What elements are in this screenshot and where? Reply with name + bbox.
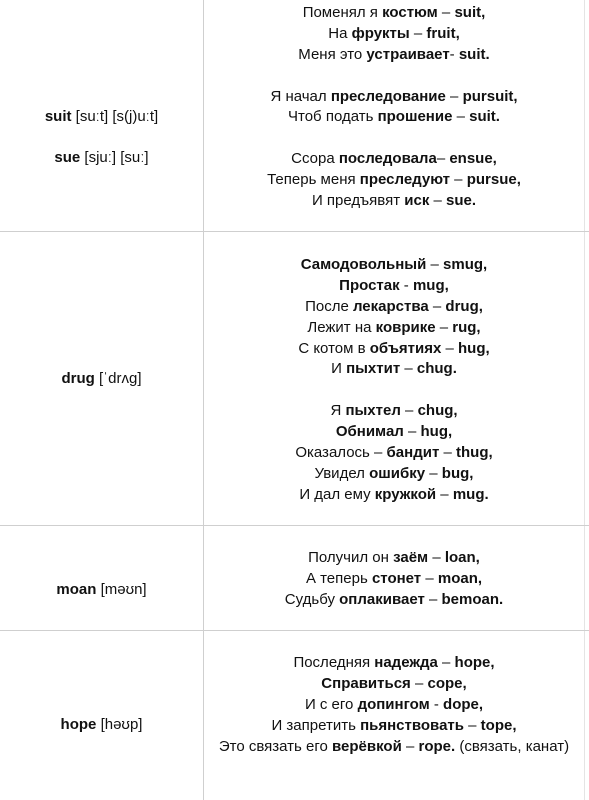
headword-entry	[0, 369, 203, 389]
poem	[204, 548, 584, 611]
russian-keyword: Справиться	[321, 674, 411, 692]
separator: –	[463, 716, 481, 734]
line-lead: Поменял я	[302, 4, 383, 21]
russian-keyword: костюм	[382, 4, 438, 21]
separator: –	[428, 549, 445, 566]
english-keyword: pursuit,	[462, 87, 518, 105]
separator: -	[429, 695, 444, 713]
russian-keyword: пыхтит	[346, 360, 401, 378]
separator: –	[429, 192, 447, 210]
poem-line	[204, 653, 584, 674]
poem-line	[204, 674, 584, 695]
russian-keyword: надежда	[374, 654, 438, 671]
line-lead: Увидел	[314, 464, 370, 482]
english-keyword: chug.	[416, 360, 457, 378]
russian-keyword: иск	[404, 192, 430, 210]
separator: –	[439, 444, 456, 462]
separator: –	[436, 150, 450, 168]
poem-line	[204, 107, 584, 128]
poem-line	[204, 464, 584, 485]
russian-keyword: пьянствовать	[360, 716, 464, 734]
line-lead: И	[331, 360, 347, 378]
russian-keyword: устраивает	[366, 45, 450, 63]
poem-line	[204, 443, 584, 464]
english-keyword: suit.	[458, 45, 490, 63]
english-keyword: bug,	[441, 464, 474, 482]
separator: –	[436, 485, 453, 503]
line-lead: Теперь меня	[267, 171, 360, 189]
headword-entry	[0, 580, 203, 600]
row-divider	[0, 231, 589, 232]
english-keyword: tope,	[480, 716, 517, 734]
russian-keyword: последовала	[338, 150, 437, 168]
poem-line	[204, 569, 584, 590]
separator: –	[445, 87, 463, 105]
poem-line	[204, 737, 584, 758]
line-lead: Получил он	[308, 549, 394, 566]
english-keyword: mug,	[412, 276, 449, 294]
english-keyword: smug,	[443, 256, 488, 273]
line-lead: И дал ему	[299, 485, 375, 503]
separator: –	[409, 24, 427, 42]
poem-line	[204, 695, 584, 716]
line-lead: Последняя	[293, 654, 375, 671]
separator: –	[435, 318, 453, 336]
headword: sue	[54, 149, 81, 166]
english-keyword: suit,	[454, 4, 486, 21]
separator: –	[428, 297, 446, 315]
english-keyword: rope.	[418, 737, 456, 755]
headword: hope	[60, 716, 97, 733]
poem-line	[204, 339, 584, 360]
line-lead: На	[328, 24, 352, 42]
english-keyword: loan,	[444, 549, 480, 566]
stanza-break	[204, 380, 584, 401]
headword-entry	[0, 148, 203, 168]
separator: –	[426, 256, 444, 273]
line-lead: И запретить	[271, 716, 361, 734]
stanza-break	[204, 128, 584, 149]
poem-line	[204, 401, 584, 422]
line-lead: После	[305, 297, 353, 315]
poem-line	[204, 485, 584, 506]
line-lead: И с его	[304, 695, 358, 713]
english-keyword: fruit,	[426, 24, 460, 42]
russian-keyword: лекарства	[352, 297, 429, 315]
poem-line	[204, 255, 584, 276]
poem-line	[204, 149, 584, 170]
poem-line	[204, 548, 584, 569]
russian-keyword: заём	[393, 549, 429, 566]
english-keyword: cope,	[427, 674, 467, 692]
separator: –	[437, 654, 455, 671]
english-keyword: pursue,	[466, 171, 521, 189]
separator: –	[401, 737, 419, 755]
transcription: [məʊn]	[100, 581, 147, 598]
stanza-break	[204, 66, 584, 87]
separator: –	[400, 360, 417, 378]
poem-line	[204, 3, 584, 24]
russian-keyword: Самодовольный	[300, 256, 427, 273]
english-keyword: thug,	[456, 444, 493, 462]
separator: –	[441, 339, 459, 357]
line-lead: Лежит на	[307, 318, 376, 336]
russian-keyword: преследуют	[359, 171, 451, 189]
headword: drug	[61, 370, 95, 387]
russian-keyword: ошибку	[369, 464, 426, 482]
english-keyword: moan,	[437, 569, 483, 587]
poem-line	[204, 45, 584, 66]
russian-keyword: объятиях	[369, 339, 442, 357]
line-lead: Чтоб подать	[288, 108, 378, 126]
poem-line	[204, 191, 584, 212]
headword-entry	[0, 715, 203, 735]
transcription: [həʊp]	[100, 716, 143, 733]
english-keyword: suit.	[469, 108, 500, 126]
line-lead: А теперь	[305, 569, 372, 587]
separator: –	[437, 4, 455, 21]
line-lead: Это связать его	[218, 737, 333, 755]
headword-entry	[0, 107, 203, 127]
transcription: [sjuː] [suː]	[84, 149, 149, 166]
line-lead: Меня это	[298, 45, 367, 63]
english-keyword: dope,	[443, 695, 484, 713]
separator: –	[410, 674, 428, 692]
english-keyword: ensue,	[449, 150, 497, 168]
english-keyword: bemoan.	[441, 590, 504, 608]
poem-line	[204, 359, 584, 380]
english-keyword: chug,	[417, 402, 458, 420]
poem	[204, 653, 584, 757]
poem-line	[204, 24, 584, 45]
separator: –	[421, 569, 438, 587]
separator: –	[452, 108, 470, 126]
line-lead: Я	[330, 402, 346, 420]
english-keyword: mug.	[452, 485, 489, 503]
line-lead: С котом в	[298, 339, 370, 357]
russian-keyword: бандит	[386, 444, 440, 462]
russian-keyword: верёвкой	[332, 737, 402, 755]
russian-keyword: фрукты	[351, 24, 410, 42]
separator: –	[424, 590, 442, 608]
russian-keyword: допингом	[357, 695, 430, 713]
english-keyword: hug,	[420, 423, 453, 441]
poem-line	[204, 170, 584, 191]
headword: suit	[44, 108, 72, 125]
table-right-border	[584, 0, 585, 800]
poem-line	[204, 276, 584, 297]
russian-keyword: стонет	[371, 569, 422, 587]
english-keyword: rug,	[452, 318, 481, 336]
separator: -	[449, 45, 459, 63]
russian-keyword: Простак	[339, 276, 400, 294]
row-divider	[0, 630, 589, 631]
row-divider	[0, 525, 589, 526]
poem-line	[204, 297, 584, 318]
line-lead: Оказалось –	[295, 444, 387, 462]
line-note: (связать, канат)	[455, 737, 570, 755]
poem	[204, 3, 584, 212]
poem-line	[204, 590, 584, 611]
transcription: [ˈdrʌg]	[98, 370, 142, 387]
english-keyword: drug,	[445, 297, 483, 315]
russian-keyword: кружкой	[374, 485, 437, 503]
separator: –	[425, 464, 442, 482]
line-lead: Ссора	[291, 150, 339, 168]
headword: moan	[56, 581, 97, 598]
english-keyword: hug,	[458, 339, 490, 357]
poem-line	[204, 318, 584, 339]
poem-line	[204, 422, 584, 443]
russian-keyword: оплакивает	[339, 590, 425, 608]
russian-keyword: прошение	[377, 108, 453, 126]
english-keyword: hope,	[454, 654, 495, 671]
line-lead: Судьбу	[284, 590, 340, 608]
russian-keyword: преследование	[330, 87, 446, 105]
english-keyword: sue.	[446, 192, 477, 210]
separator: –	[403, 423, 421, 441]
russian-keyword: Обнимал	[335, 423, 404, 441]
separator: –	[450, 171, 467, 189]
russian-keyword: коврике	[375, 318, 436, 336]
separator: –	[400, 402, 418, 420]
russian-keyword: пыхтел	[345, 402, 401, 420]
poem	[204, 255, 584, 506]
separator: -	[399, 276, 413, 294]
transcription: [suːt] [s(j)uːt]	[75, 108, 159, 125]
line-lead: И предъявят	[311, 192, 405, 210]
poem-line	[204, 716, 584, 737]
poem-line	[204, 87, 584, 108]
line-lead: Я начал	[270, 87, 331, 105]
